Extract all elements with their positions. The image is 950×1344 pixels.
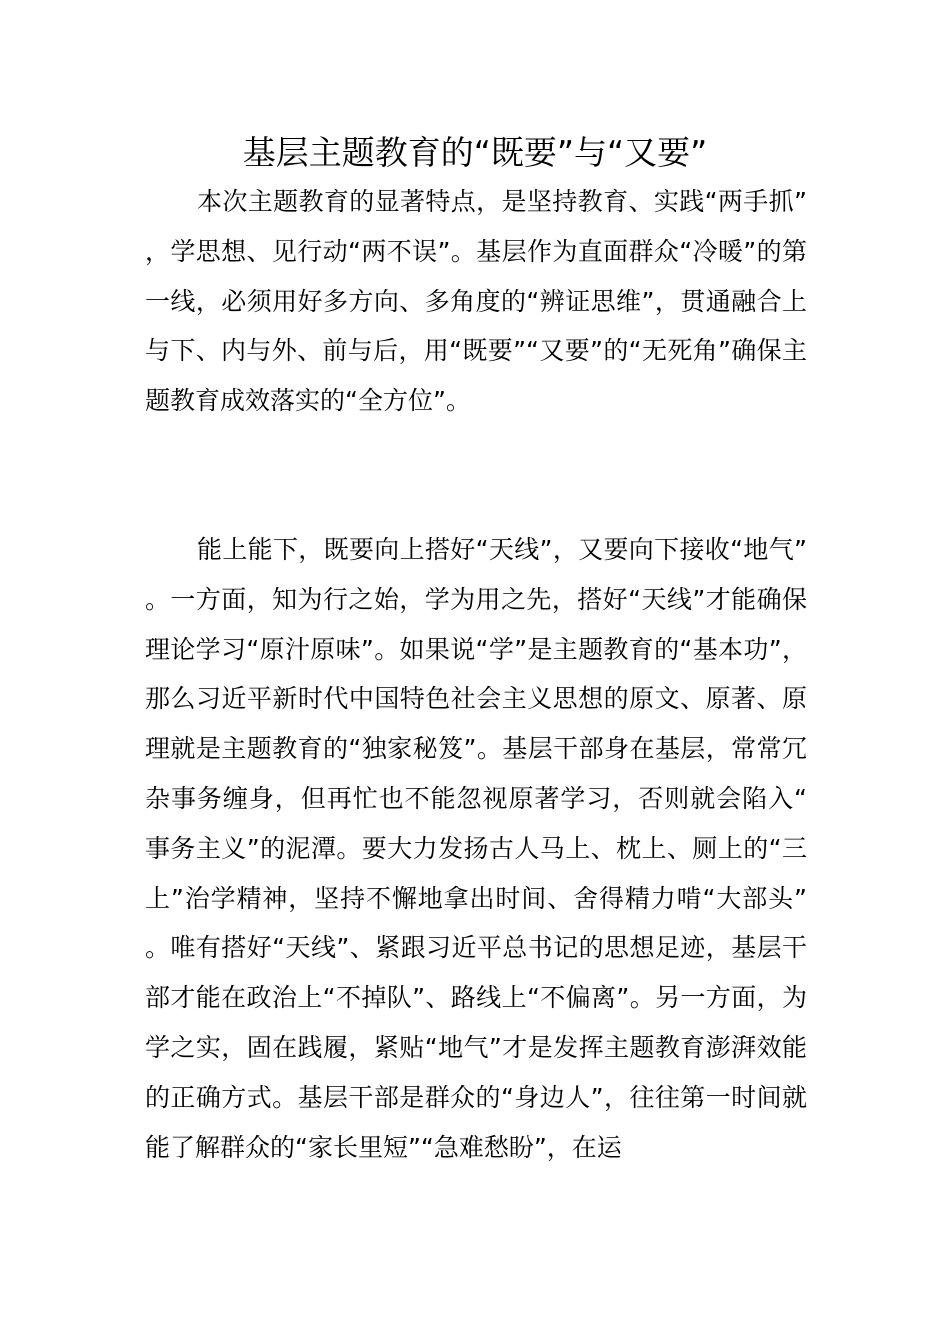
paragraph-2: 能上能下，既要向上搭好“天线”，又要向下接收“地气”。一方面，知为行之始，学为用之先，搭好“天线”才能确保理论学习“原汁原味”。如果说“学”是主题教育的“基本功”，那么习近平新时代中国特色社会主义思想的原文、原著、原理就是主题教育的“独家秘笈”。基层干部身在基层，常常冗杂事务缠身，但再忙也不能忽视原著学习，否则就会陷入“事务主义”的泥潭。要大力发扬古人马上、枕上、厕上的“三上”治学精神，坚持不懈地拿出时间、舍得精力啃“大部头”。唯有搭好“天线”、紧跟习近平总书记的思想足迹，基层干部才能在政治上“不掉队”、路线上“不偏离”。另一方面，为学之实，固在践履，紧贴“地气”才是发挥主题教育澎湃效能的正确方式。基层干部是群众的“身边人”，往往第一时间就能了解群众的“家长里短”“急难愁盼”，在运 <box>145 535 807 1162</box>
paragraph-1: 本次主题教育的显著特点，是坚持教育、实践“两手抓”，学思想、见行动“两不误”。基层作为直面群众“冷暖”的第一线，必须用好多方向、多角度的“辨证思维”，贯通融合上与下、内与外、前与后，用“既要”“又要”的“无死角”确保主题教育成效落实的“全方位”。 <box>145 187 807 416</box>
document-title: 基层主题教育的“既要”与“又要” <box>242 133 708 172</box>
